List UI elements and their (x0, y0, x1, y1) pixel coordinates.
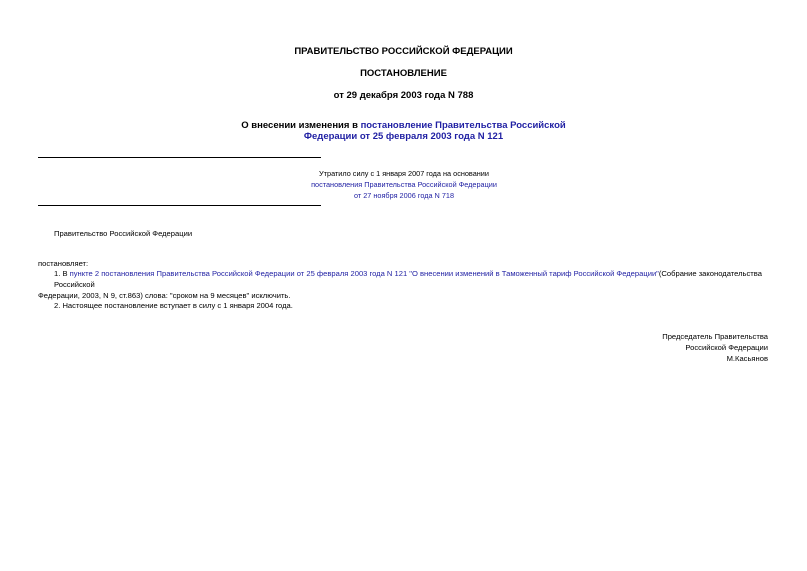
item-1-prefix: 1. В (54, 269, 70, 278)
repeal-link-part2[interactable]: от 27 ноября 2006 года N 718 (353, 191, 455, 200)
item-2: 2. Настоящее постановление вступает в силу с 1 января 2004 года. (54, 301, 293, 310)
government-heading: ПРАВИТЕЛЬСТВО РОССИЙСКОЙ ФЕДЕРАЦИИ (294, 46, 513, 57)
signature-position-line1: Председатель Правительства (662, 332, 768, 341)
repeal-link-part1[interactable]: постановления Правительства Российской Федерации (311, 180, 497, 189)
title-prefix: О внесении изменения в (241, 120, 361, 131)
top-divider (38, 157, 321, 158)
bottom-divider (38, 205, 321, 206)
signature-block (662, 331, 768, 364)
item-1 (38, 268, 770, 301)
document-type-heading: ПОСТАНОВЛЕНИЕ (360, 68, 447, 79)
item-1-suffix-line1: (Собрание законодательства Российской (54, 269, 762, 289)
item-1-suffix-line2: Федерации, 2003, N 9, ст.863) слова: "сроком на 9 месяцев" исключить. (38, 291, 291, 300)
document-date-number: от 29 декабря 2003 года N 788 (333, 90, 474, 101)
signature-name: М.Касьянов (726, 354, 768, 363)
title-link-part2[interactable]: Федерации от 25 февраля 2003 года N 121 (303, 131, 504, 142)
item-1-link[interactable]: пункте 2 постановления Правительства Российской Федерации от 25 февраля 2003 года N 121 "О внесении изменений в Таможенный тариф Российской Федерации" (69, 269, 659, 278)
intro-text: Правительство Российской Федерации (54, 229, 193, 238)
document-title (0, 120, 807, 142)
status-note (290, 168, 518, 201)
signature-position-line2: Российской Федерации (685, 343, 768, 352)
status-note-line1: Утратило силу с 1 января 2007 года на основании (319, 169, 489, 178)
decides-text: постановляет: (38, 259, 89, 268)
title-link-part1[interactable]: постановление Правительства Российской (360, 120, 566, 131)
